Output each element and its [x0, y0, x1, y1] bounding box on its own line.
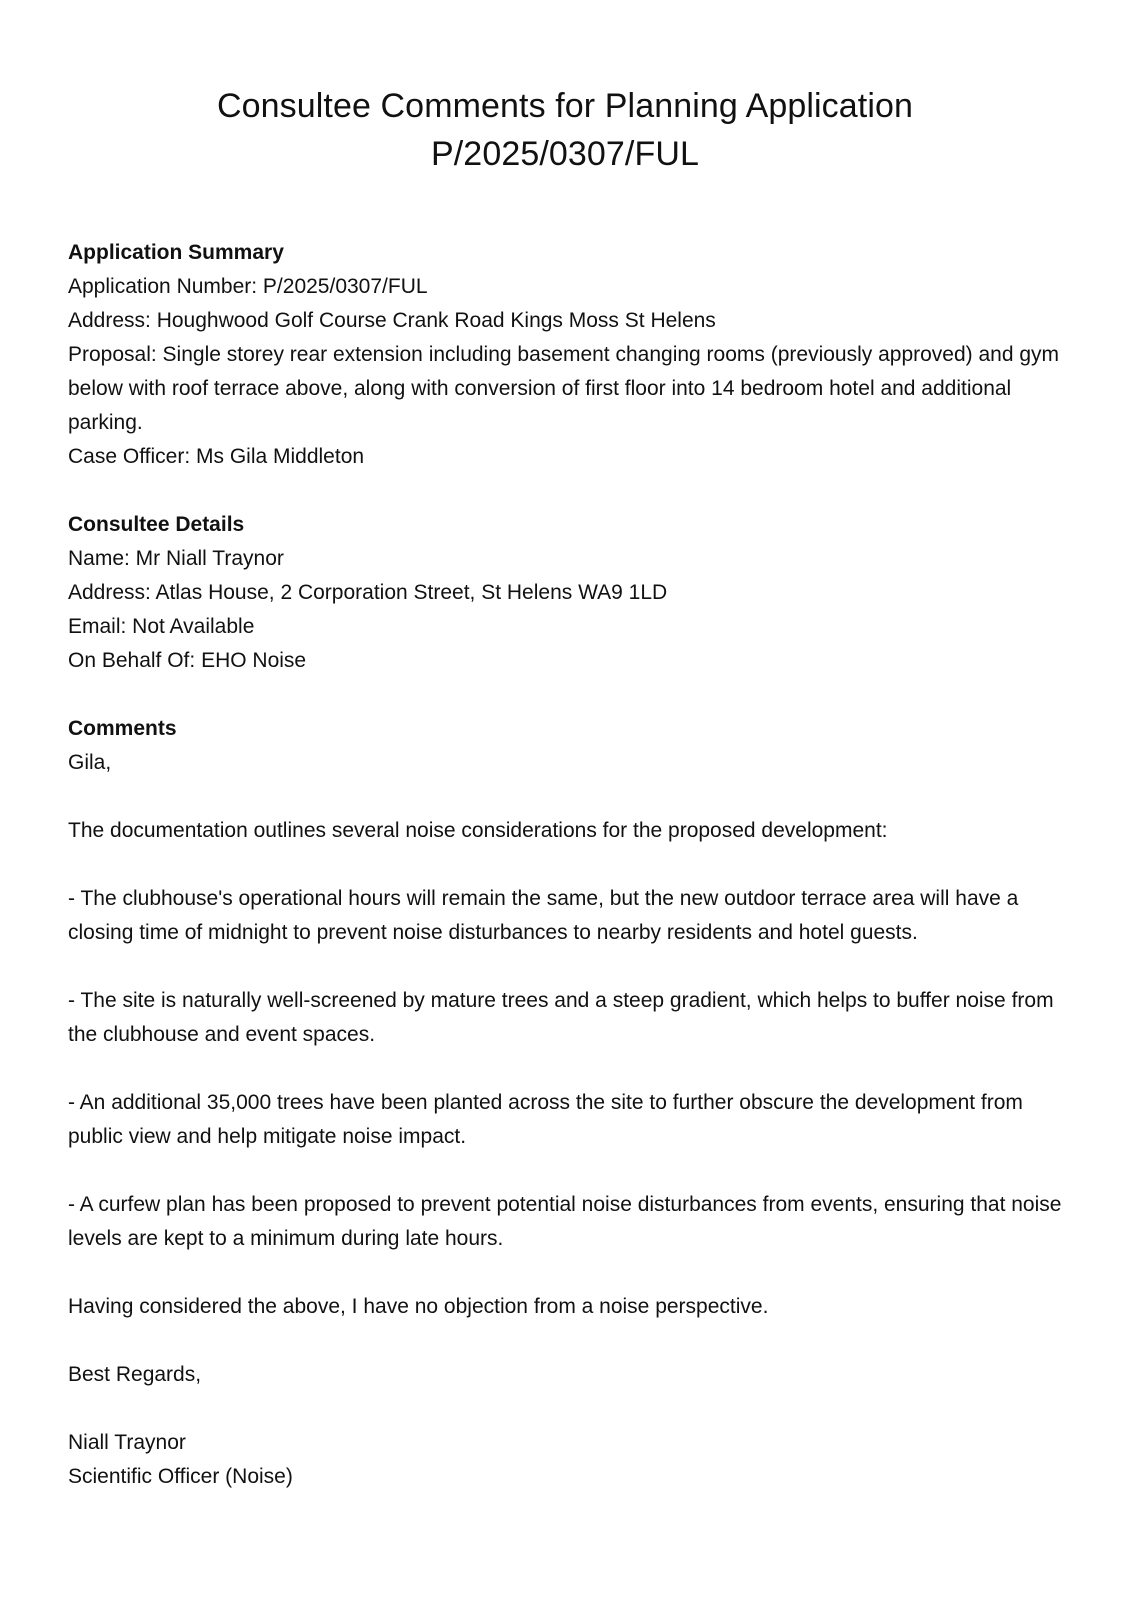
comments-greeting: Gila, [68, 751, 112, 774]
consultee-name: Name: Mr Niall Traynor [68, 547, 284, 570]
comments-sign-off: Best Regards, [68, 1363, 202, 1386]
comments-heading: Comments [68, 717, 177, 740]
comments-section [68, 712, 1062, 1494]
comment-point: - The clubhouse's operational hours will remain the same, but the new outdoor terrace area will have a closing time of midnight to prevent noise disturbances to nearby residents and hotel guests. [68, 887, 1019, 944]
comment-point: - The site is naturally well-screened by mature trees and a steep gradient, which helps to buffer noise from the clubhouse and event spaces. [68, 989, 1054, 1046]
page-title-line-2: P/2025/0307/FUL [430, 135, 700, 173]
signatory-title: Scientific Officer (Noise) [68, 1465, 293, 1488]
application-summary-heading: Application Summary [68, 241, 284, 264]
comment-point: - An additional 35,000 trees have been planted across the site to further obscure the development from public view and help mitigate noise impact. [68, 1091, 1023, 1148]
comments-intro: The documentation outlines several noise considerations for the proposed development: [68, 819, 888, 842]
application-proposal: Proposal: Single storey rear extension including basement changing rooms (previously approved) and gym below with roof terrace above, along with conversion of first floor into 14 bedroom hotel and additional parking. [68, 343, 1060, 434]
signatory-name: Niall Traynor [68, 1431, 186, 1454]
consultee-details-heading: Consultee Details [68, 513, 245, 536]
consultee-details-section [68, 508, 1062, 678]
consultee-on-behalf-of: On Behalf Of: EHO Noise [68, 649, 307, 672]
comment-point: - A curfew plan has been proposed to prevent potential noise disturbances from events, ensuring that noise levels are kept to a minimum during late hours. [68, 1193, 1062, 1250]
case-officer: Case Officer: Ms Gila Middleton [68, 445, 365, 468]
page-title-line-1: Consultee Comments for Planning Application [216, 87, 914, 125]
application-number: Application Number: P/2025/0307/FUL [68, 275, 428, 298]
consultee-email: Email: Not Available [68, 615, 255, 638]
application-summary-section [68, 236, 1062, 474]
consultee-address: Address: Atlas House, 2 Corporation Street, St Helens WA9 1LD [68, 581, 668, 604]
page-title [68, 82, 1062, 178]
document-body [68, 82, 1062, 1494]
application-address: Address: Houghwood Golf Course Crank Road Kings Moss St Helens [68, 309, 716, 332]
comments-conclusion: Having considered the above, I have no objection from a noise perspective. [68, 1295, 769, 1318]
